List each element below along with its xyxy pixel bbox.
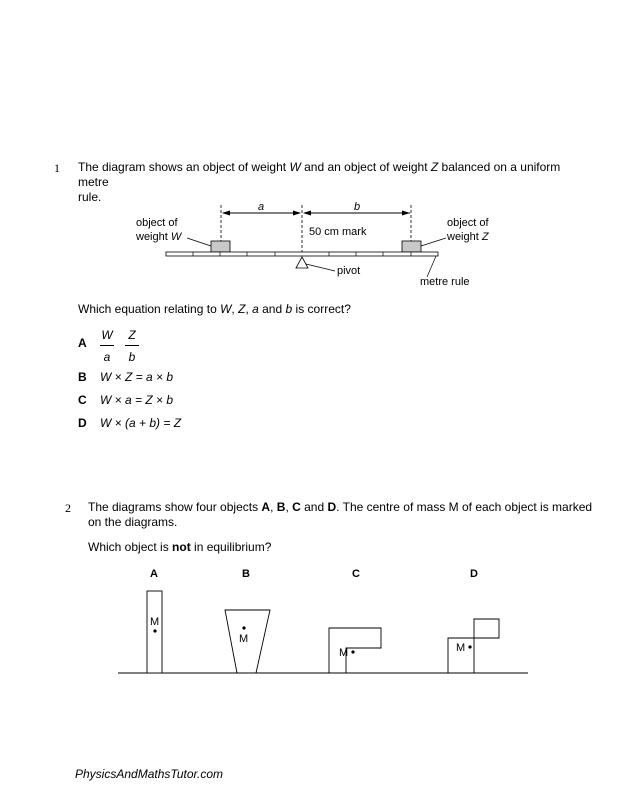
question-1-prompt: Which equation relating to W, Z, a and b is correct? — [78, 302, 351, 316]
object-c-mass-label: M — [339, 647, 349, 659]
footer-site-name: PhysicsAndMathsTutor.com — [75, 767, 224, 781]
stem-text: rule. — [78, 190, 102, 204]
question-2-number: 2 — [65, 501, 71, 515]
label-metre-rule: metre rule — [420, 276, 470, 288]
option-a-fraction-1: W a — [101, 328, 113, 364]
option-c-letter[interactable]: C — [78, 393, 87, 407]
option-a-fraction-2: Z b — [124, 328, 140, 364]
option-d-equation: W × (a + b) = Z — [100, 416, 182, 430]
object-d-letter: D — [470, 568, 478, 580]
question-2-stem: The diagrams show four objects A, B, C and D. The centre of mass M of each object is marked on the diagrams. — [88, 500, 593, 529]
label-weight-w: weight W — [136, 231, 182, 243]
object-d-mass-label: M — [456, 642, 466, 654]
object-c-mass-dot — [351, 650, 354, 653]
object-c-letter: C — [352, 568, 360, 580]
stem-text: and an object of weight — [300, 160, 431, 174]
object-a-mass-dot — [153, 629, 156, 632]
question-1-number: 1 — [54, 161, 60, 175]
object-b-mass-label: M — [239, 633, 249, 645]
stem-var-z: Z — [430, 160, 439, 174]
label-50cm-mark: 50 cm mark — [309, 226, 367, 238]
stem-var-w: W — [289, 160, 301, 174]
stem-text: The diagram shows an object of weight — [78, 160, 290, 174]
option-b-equation: W × Z = a × b — [100, 370, 174, 384]
object-b-mass-dot — [242, 626, 245, 629]
object-b-letter: B — [242, 568, 250, 580]
stem-text: balanced on a uniform metre — [78, 160, 561, 189]
label-object-of-z: object of — [447, 217, 489, 229]
label-a: a — [258, 201, 265, 213]
label-b: b — [354, 201, 361, 213]
object-c-shape — [329, 628, 381, 673]
object-a-letter: A — [150, 568, 158, 580]
option-b-letter[interactable]: B — [78, 370, 87, 384]
question-2-prompt: Which object is not in equilibrium? — [88, 540, 272, 554]
label-object-of-w: object of — [136, 217, 178, 229]
object-d-mass-dot — [468, 645, 471, 648]
option-a-letter[interactable]: A — [78, 336, 87, 350]
option-c-equation: W × a = Z × b — [100, 393, 174, 407]
label-pivot: pivot — [337, 265, 361, 277]
option-d-letter[interactable]: D — [78, 416, 87, 430]
label-weight-z: weight Z — [447, 231, 489, 243]
object-a-mass-label: M — [150, 616, 160, 628]
